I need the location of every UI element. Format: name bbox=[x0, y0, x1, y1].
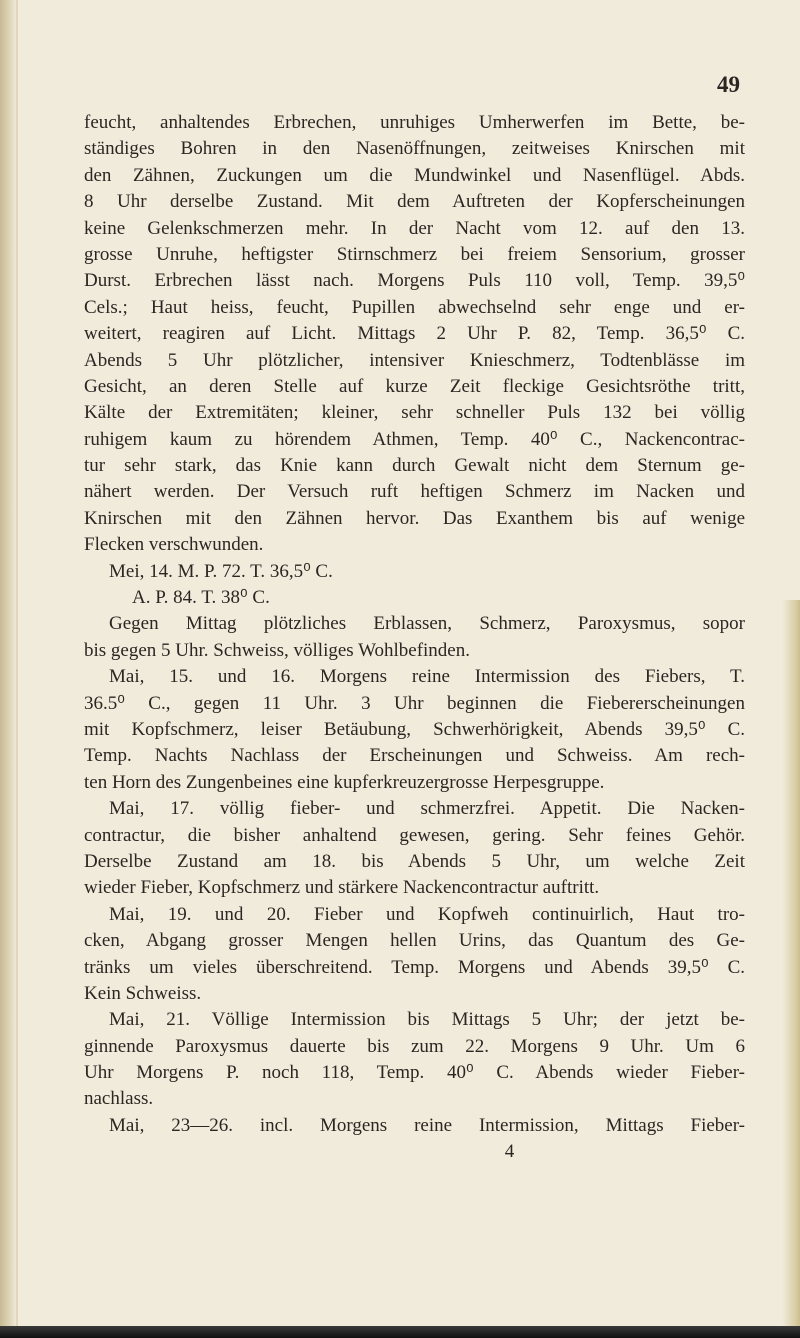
text-line: den Zähnen, Zuckungen um die Mundwinkel und Nasenflügel. Abds. bbox=[84, 164, 745, 186]
text-line: grosse Unruhe, heftigster Stirnschmerz bei freiem Sensorium, grosser bbox=[84, 243, 745, 265]
text-line: Uhr Morgens P. noch 118, Temp. 40⁰ C. Abends wieder Fieber- bbox=[84, 1062, 745, 1084]
page-edge-discoloration bbox=[782, 600, 800, 1338]
gutter-edge bbox=[16, 0, 18, 1338]
text-line: bis gegen 5 Uhr. Schweiss, völliges Wohlbefinden. bbox=[84, 639, 470, 661]
text-line: feucht, anhaltendes Erbrechen, unruhiges Umherwerfen im Bette, be- bbox=[84, 112, 745, 133]
text-line: Mei, 14. M. P. 72. T. 36,5⁰ C. bbox=[109, 560, 333, 582]
text-line: Temp. Nachts Nachlass der Erscheinungen und Schweiss. Am rech- bbox=[84, 745, 745, 767]
text-line: nachlass. bbox=[84, 1088, 154, 1110]
text-line: mit Kopfschmerz, leiser Betäubung, Schwerhörigkeit, Abends 39,5⁰ C. bbox=[84, 718, 745, 740]
text-line: tur sehr stark, das Knie kann durch Gewalt nicht dem Sternum ge- bbox=[84, 455, 745, 477]
text-line: Cels.; Haut heiss, feucht, Pupillen abwechselnd sehr enge und er- bbox=[84, 296, 745, 318]
text-line: 36.5⁰ C., gegen 11 Uhr. 3 Uhr beginnen die Fiebererscheinungen bbox=[84, 692, 745, 714]
text-line: Knirschen mit den Zähnen hervor. Das Exanthem bis auf wenige bbox=[84, 507, 745, 529]
text-line: Mai, 21. Völlige Intermission bis Mittags 5 Uhr; der jetzt be- bbox=[109, 1009, 745, 1031]
text-line: Mai, 17. völlig fieber- und schmerzfrei. Appetit. Die Nacken- bbox=[109, 798, 745, 820]
text-line: ständiges Bohren in den Nasenöffnungen, zeitweises Knirschen mit bbox=[84, 138, 745, 160]
text-line: Mai, 15. und 16. Morgens reine Intermission des Fiebers, T. bbox=[109, 666, 745, 688]
text-line: Mai, 19. und 20. Fieber und Kopfweh continuirlich, Haut tro- bbox=[109, 903, 745, 925]
book-gutter-shadow bbox=[0, 0, 16, 1338]
text-line: Gegen Mittag plötzliches Erblassen, Schmerz, Paroxysmus, sopor bbox=[109, 613, 745, 635]
text-line: ginnende Paroxysmus dauerte bis zum 22. Morgens 9 Uhr. Um 6 bbox=[84, 1035, 745, 1057]
text-line: Gesicht, an deren Stelle auf kurze Zeit fleckige Gesichtsröthe tritt, bbox=[84, 375, 745, 397]
text-line: ruhigem kaum zu hörendem Athmen, Temp. 40⁰ C., Nackencontrac- bbox=[84, 428, 745, 450]
signature-mark: 4 bbox=[504, 1141, 515, 1163]
text-line: Derselbe Zustand am 18. bis Abends 5 Uhr, um welche Zeit bbox=[84, 850, 745, 872]
page-number: 49 bbox=[717, 72, 740, 97]
text-line: Abends 5 Uhr plötzlicher, intensiver Knieschmerz, Todtenblässe im bbox=[84, 349, 745, 371]
scan-bottom-border bbox=[0, 1326, 800, 1338]
text-line: Mai, 23—26. incl. Morgens reine Intermission, Mittags Fieber- bbox=[109, 1114, 745, 1136]
text-line: keine Gelenkschmerzen mehr. In der Nacht vom 12. auf den 13. bbox=[84, 217, 745, 239]
text-line: Kälte der Extremitäten; kleiner, sehr schneller Puls 132 bei völlig bbox=[84, 402, 745, 424]
text-line: contractur, die bisher anhaltend gewesen, gering. Sehr feines Gehör. bbox=[84, 824, 745, 846]
text-line: weitert, reagiren auf Licht. Mittags 2 Uhr P. 82, Temp. 36,5⁰ C. bbox=[84, 323, 745, 345]
text-line: tränks um vieles überschreitend. Temp. Morgens und Abends 39,5⁰ C. bbox=[84, 956, 745, 978]
text-line: wieder Fieber, Kopfschmerz und stärkere Nackencontractur auftritt. bbox=[84, 877, 600, 899]
text-line: Flecken verschwunden. bbox=[84, 534, 264, 556]
text-line: Durst. Erbrechen lässt nach. Morgens Puls 110 voll, Temp. 39,5⁰ bbox=[84, 270, 745, 292]
text-line: Kein Schweiss. bbox=[84, 982, 202, 1004]
text-line: A. P. 84. T. 38⁰ C. bbox=[132, 587, 270, 609]
text-line: cken, Abgang grosser Mengen hellen Urins, das Quantum des Ge- bbox=[84, 930, 745, 952]
text-line: nähert werden. Der Versuch ruft heftigen Schmerz im Nacken und bbox=[84, 481, 745, 503]
text-line: 8 Uhr derselbe Zustand. Mit dem Auftreten der Kopferscheinungen bbox=[84, 191, 745, 213]
body-text bbox=[84, 110, 745, 1166]
text-line: ten Horn des Zungenbeines eine kupferkreuzergrosse Herpesgruppe. bbox=[84, 771, 605, 793]
